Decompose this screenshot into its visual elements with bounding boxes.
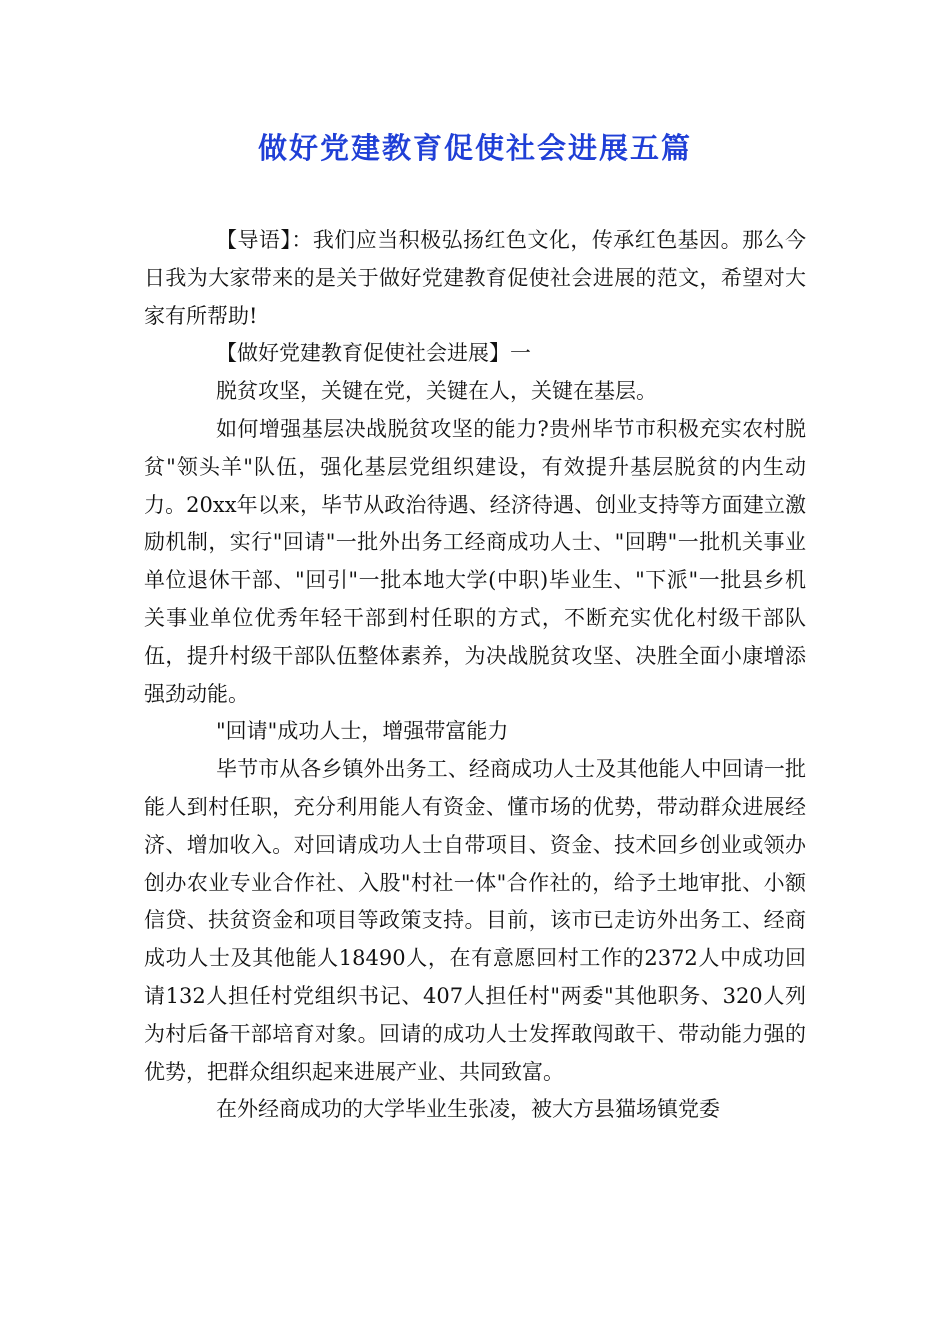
document-body	[144, 222, 806, 1129]
paragraph-main: 如何增强基层决战脱贫攻坚的能力?贵州毕节市积极充实农村脱贫"领头羊"队伍，强化基层党组织建设，有效提升基层脱贫的内生动力。20xx年以来，毕节从政治待遇、经济待遇、创业支持等方面建立激励机制，实行"回请"一批外出务工经商成功人士、"回聘"一批机关事业单位退休干部、"回引"一批本地大学(中职)毕业生、"下派"一批县乡机关事业单位优秀年轻干部到村任职的方式，不断充实优化村级干部队伍，提升村级干部队伍整体素养，为决战脱贫攻坚、决胜全面小康增添强劲动能。	[144, 416, 806, 706]
document-title: 做好党建教育促使社会进展五篇	[257, 131, 692, 165]
paragraph-section-heading: 【做好党建教育促使社会进展】一	[216, 341, 531, 366]
paragraph-example: 在外经商成功的大学毕业生张凌，被大方县猫场镇党委	[216, 1097, 720, 1122]
paragraph-intro: 【导语】：我们应当积极弘扬红色文化，传承红色基因。那么今日我为大家带来的是关于做好党建教育促使社会进展的范文，希望对大家有所帮助!	[144, 228, 806, 328]
paragraph-subheading: "回请"成功人士，增强带富能力	[216, 719, 509, 744]
paragraph-detail: 毕节市从各乡镇外出务工、经商成功人士及其他能人中回请一批能人到村任职，充分利用能人有资金、懂市场的优势，带动群众进展经济、增加收入。对回请成功人士自带项目、资金、技术回乡创业或领办创办农业专业合作社、入股"村社一体"合作社的，给予土地审批、小额信贷、扶贫资金和项目等政策支持。目前，该市已走访外出务工、经商成功人士及其他能人18490人，在有意愿回村工作的2372人中成功回请132人担任村党组织书记、407人担任村"两委"其他职务、320人列为村后备干部培育对象。回请的成功人士发挥敢闯敢干、带动能力强的优势，把群众组织起来进展产业、共同致富。	[144, 757, 806, 1084]
paragraph-slogan: 脱贫攻坚，关键在党，关键在人，关键在基层。	[216, 379, 657, 404]
